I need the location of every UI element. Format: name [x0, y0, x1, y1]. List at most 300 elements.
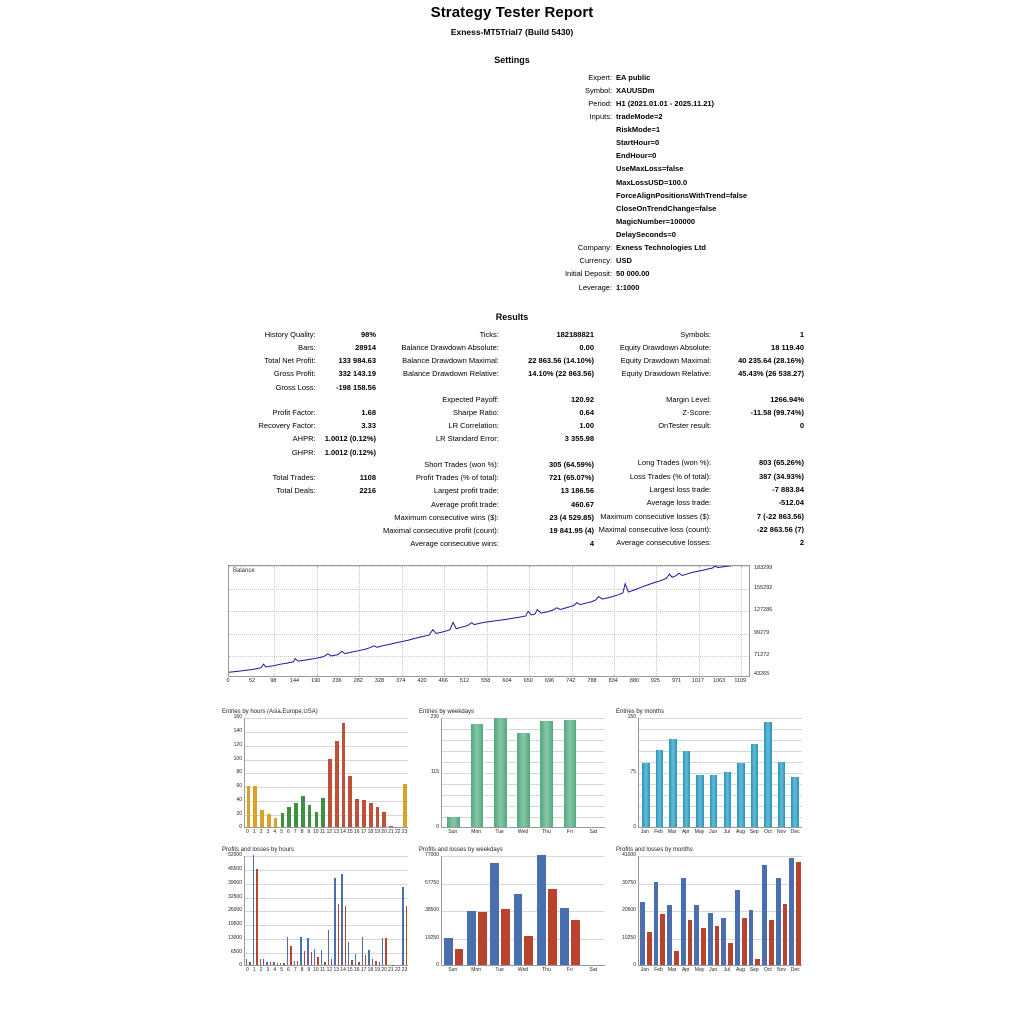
bar-slot — [707, 718, 721, 827]
bar-slot — [327, 718, 334, 827]
results-label: AHPR: — [292, 434, 316, 444]
bar-slot — [512, 718, 535, 827]
bar-profit — [355, 954, 356, 965]
bar-loss — [524, 936, 533, 965]
y-tick-label: 26000 — [228, 907, 242, 914]
bar-loss — [358, 962, 359, 965]
balance-chart-line — [229, 566, 749, 678]
balance-chart-x-axis — [228, 678, 750, 690]
plot-area — [441, 718, 605, 828]
bar-slot — [707, 856, 721, 965]
x-tick-label: Apr — [681, 967, 690, 974]
bar — [348, 776, 352, 828]
bar-profit — [560, 908, 569, 965]
settings-label: Initial Deposit: — [564, 269, 613, 279]
mini-charts-row-entries — [222, 709, 802, 841]
x-tick-label: 0 — [246, 967, 249, 974]
x-tick-label: 190 — [311, 678, 321, 685]
results-label: Maximal consecutive profit (count): — [382, 526, 499, 536]
settings-heading: Settings — [494, 55, 530, 65]
x-tick-label: 52 — [248, 678, 256, 685]
bar-profit — [300, 937, 301, 965]
bar-loss — [338, 904, 339, 965]
x-tick-label: 10 — [312, 967, 319, 974]
settings-value: USD — [616, 256, 632, 266]
x-tick-label: 650 — [523, 678, 533, 685]
results-label: Expected Payoff: — [442, 394, 499, 404]
x-tick-label: 17 — [360, 967, 367, 974]
bar-slot — [333, 856, 340, 965]
bar-slot — [313, 856, 320, 965]
bar-slot — [354, 718, 361, 827]
bar-slot — [306, 718, 313, 827]
y-tick-label: 41000 — [622, 852, 636, 859]
x-tick-label: 12 — [326, 967, 333, 974]
bar — [369, 803, 373, 828]
results-value: 23 (4 529.85) — [549, 512, 594, 522]
results-row — [376, 498, 594, 511]
y-tick-label: 38500 — [425, 907, 439, 914]
x-tick-label: 98 — [270, 678, 277, 685]
settings-value: EA public — [616, 72, 651, 82]
chart-profits-and-losses-by-hours — [222, 847, 408, 979]
bars-container — [442, 718, 605, 827]
x-tick-label: Nov — [777, 967, 786, 974]
bar-slot — [286, 718, 293, 827]
bar — [281, 813, 285, 827]
results-label: Equity Drawdown Relative: — [621, 369, 712, 379]
bar-slot — [442, 856, 465, 965]
bar-slot — [582, 718, 605, 827]
bar-slot — [293, 856, 300, 965]
bar-slot — [245, 718, 252, 827]
bar-slot — [442, 718, 465, 827]
x-tick-label: 374 — [396, 678, 406, 685]
results-value: 1 — [799, 329, 804, 339]
bar-profit — [721, 918, 726, 965]
x-tick-label: 19 — [374, 829, 381, 836]
x-tick-label: 7 — [293, 829, 297, 836]
results-row — [228, 407, 376, 420]
results-label: Equity Drawdown Absolute: — [619, 342, 712, 352]
bar-loss — [385, 938, 386, 965]
bar-loss — [783, 904, 788, 966]
settings-row — [277, 176, 747, 189]
results-heading: Results — [495, 312, 529, 323]
results-spacer — [376, 446, 594, 458]
x-tick-label: Sep — [749, 829, 759, 836]
x-tick-label: Fri — [566, 829, 573, 836]
settings-value: UseMaxLoss=false — [616, 164, 684, 174]
bar-slot — [293, 718, 300, 827]
results-row — [594, 420, 804, 433]
bar-slot — [279, 856, 286, 965]
y-tick-label: 140 — [233, 728, 242, 735]
bar — [301, 796, 305, 827]
bar-loss — [297, 961, 298, 965]
bar-slot — [347, 856, 354, 965]
bar-slot — [395, 718, 402, 827]
bar — [247, 786, 251, 827]
bar — [342, 723, 346, 828]
settings-label: Leverage: — [578, 282, 613, 292]
bar-profit — [362, 937, 363, 965]
results-label: Symbols: — [680, 329, 712, 339]
settings-row — [277, 71, 747, 84]
bar-profit — [341, 874, 342, 965]
bar-slot — [361, 856, 368, 965]
results-row — [376, 341, 594, 354]
bar-slot — [748, 718, 762, 827]
x-tick-label: Jul — [723, 829, 731, 836]
results-row — [228, 446, 376, 459]
results-value: 28914 — [355, 342, 376, 352]
bar — [294, 803, 298, 828]
x-tick-label: 6 — [287, 967, 290, 974]
chart-entries-by-hours — [222, 709, 408, 841]
x-tick-label: 6 — [287, 829, 290, 836]
bar-profit — [667, 905, 672, 965]
results-row — [228, 472, 376, 485]
settings-value: H1 (2021.01.01 - 2025.11.21) — [616, 98, 715, 108]
x-tick-label: Aug — [736, 967, 745, 974]
x-tick-label: Jan — [640, 829, 649, 836]
x-tick-label: 4 — [273, 829, 277, 836]
settings-row — [277, 255, 747, 268]
results-value: 2 — [799, 538, 804, 548]
x-tick-label: 14 — [340, 829, 346, 836]
results-value: 14.10% (22 863.56) — [528, 369, 594, 379]
results-value: 0.64 — [579, 407, 594, 417]
bar-loss — [769, 920, 774, 966]
results-label: Total Deals: — [276, 486, 316, 496]
bar-profit — [681, 878, 686, 965]
y-tick-label: 115 — [431, 769, 439, 776]
x-tick-label: Feb — [654, 829, 663, 836]
x-tick-label: Dec — [790, 967, 800, 974]
x-tick-label: Jun — [709, 829, 718, 836]
y-tick-label: 0 — [239, 824, 242, 831]
results-row — [376, 458, 594, 471]
settings-value: EndHour=0 — [616, 151, 657, 161]
y-tick-label: 77000 — [425, 852, 439, 859]
bar-slot — [374, 856, 381, 965]
x-tick-label: 880 — [629, 678, 640, 685]
y-tick-label: 230 — [430, 714, 439, 721]
bar-loss — [647, 932, 652, 966]
results-value: 1.0012 (0.12%) — [324, 434, 376, 444]
results-value: 3.33 — [361, 421, 376, 431]
bar-loss — [406, 906, 407, 965]
x-tick-label: 834 — [608, 678, 618, 685]
settings-label — [565, 229, 616, 242]
bar — [362, 800, 366, 828]
x-tick-label: 11 — [319, 829, 326, 836]
settings-label — [565, 189, 616, 202]
bar — [321, 798, 325, 827]
results-value: 18 119.40 — [771, 342, 804, 352]
x-tick-label: 420 — [417, 678, 427, 685]
y-axis-labels — [419, 714, 440, 831]
bar — [328, 759, 332, 828]
y-tick-label: 45500 — [228, 866, 242, 873]
bar-slot — [512, 856, 535, 965]
bar-slot — [788, 718, 802, 827]
y-tick-label: 20 — [236, 810, 242, 817]
y-tick-label: 32500 — [228, 893, 242, 900]
bar — [315, 812, 319, 827]
results-label: Z-Score: — [682, 407, 712, 417]
bar — [382, 812, 386, 828]
bar — [355, 799, 359, 827]
results-value: -198 158.56 — [335, 382, 376, 392]
y-tick-label: 71272 — [754, 651, 770, 658]
bar-slot — [333, 718, 340, 827]
chart-title: Entries by hours (Asia,Europe,USA) — [222, 709, 318, 716]
bar — [517, 733, 530, 827]
bar-slot — [306, 856, 313, 965]
x-tick-label: Fri — [566, 967, 573, 974]
settings-label — [565, 150, 616, 163]
bar-loss — [270, 962, 271, 965]
x-tick-label: 10 — [312, 829, 319, 836]
x-tick-label: 2 — [259, 829, 263, 836]
chart-title: Entries by weekdays — [419, 709, 475, 716]
x-axis-labels — [441, 828, 605, 838]
x-tick-label: May — [694, 967, 705, 974]
results-value: -512.04 — [778, 498, 804, 508]
bar-profit — [490, 863, 499, 965]
results-value: 1.68 — [361, 407, 376, 417]
chart-profits-and-losses-by-weekdays — [419, 847, 605, 979]
results-value: 45.43% (26 538.27) — [738, 369, 804, 379]
settings-value: 50 000.00 — [616, 269, 650, 279]
x-tick-label: 558 — [481, 678, 491, 685]
settings-row — [277, 137, 747, 150]
results-row — [594, 470, 804, 483]
bar — [791, 777, 798, 828]
results-spacer — [594, 381, 804, 393]
bar-slot — [775, 856, 789, 965]
x-tick-label: 20 — [381, 967, 387, 974]
bar — [287, 807, 291, 827]
x-tick-label: May — [694, 829, 705, 836]
y-tick-label: 155292 — [754, 584, 773, 591]
results-label: Recovery Factor: — [258, 421, 316, 431]
y-tick-label: 10250 — [622, 934, 636, 941]
results-label: Gross Loss: — [275, 382, 316, 392]
chart-title: Entries by months — [616, 709, 665, 716]
results-label: Balance Drawdown Absolute: — [401, 342, 499, 352]
bar-slot — [401, 718, 408, 827]
settings-label — [565, 215, 616, 228]
settings-row — [277, 110, 747, 123]
bar — [540, 721, 553, 827]
bar-loss — [571, 920, 580, 965]
bar-slot — [340, 856, 347, 965]
x-axis-labels — [244, 828, 408, 838]
x-tick-label: 8 — [300, 967, 304, 974]
x-tick-label: 328 — [374, 678, 385, 685]
bar-profit — [375, 961, 376, 966]
bar — [376, 807, 380, 827]
results-value: 460.67 — [571, 499, 594, 509]
x-tick-label: 512 — [459, 678, 470, 685]
x-tick-label: Mon — [471, 829, 482, 836]
results-label: Equity Drawdown Maximal: — [620, 356, 712, 366]
bars-container — [639, 856, 802, 965]
results-label: Average consecutive wins: — [410, 539, 499, 549]
results-label: Average loss trade: — [646, 498, 712, 508]
settings-row — [277, 150, 747, 163]
bar-slot — [299, 856, 306, 965]
bar — [764, 722, 771, 827]
bar-loss — [660, 914, 665, 965]
bar-slot — [465, 718, 488, 827]
results-row — [376, 407, 594, 420]
bar-loss — [728, 943, 733, 966]
y-tick-label: 0 — [436, 824, 439, 831]
bar-slot — [252, 856, 259, 965]
bars-container — [639, 718, 802, 827]
results-value: 98% — [360, 329, 376, 339]
bar-slot — [666, 856, 680, 965]
results-spacer — [376, 381, 594, 393]
bar — [494, 718, 507, 828]
bar-slot — [775, 718, 789, 827]
balance-chart-label: Balance — [233, 568, 255, 575]
y-tick-label: 0 — [633, 824, 636, 831]
bar-slot — [367, 718, 374, 827]
bar-slot — [279, 718, 286, 827]
y-tick-label: 99279 — [754, 629, 770, 636]
results-label: Gross Profit: — [273, 369, 316, 379]
results-label: Average profit trade: — [431, 499, 499, 509]
results-row — [594, 457, 804, 470]
bar-profit — [260, 959, 261, 965]
bar-slot — [320, 856, 327, 965]
bar-loss — [478, 912, 487, 965]
results-label: History Quality: — [264, 329, 316, 339]
settings-row — [277, 189, 747, 202]
results-row — [376, 420, 594, 433]
bar — [447, 817, 460, 828]
x-tick-label: 696 — [544, 678, 555, 685]
bar-slot — [388, 718, 395, 827]
x-tick-label: 1 — [252, 967, 256, 974]
results-row — [594, 393, 804, 406]
results-value: 133 984.63 — [338, 356, 376, 366]
bar — [403, 784, 407, 827]
x-tick-label: 971 — [671, 678, 682, 685]
y-tick-label: 127286 — [754, 607, 773, 614]
settings-section — [0, 71, 1024, 294]
y-tick-label: 40 — [236, 796, 242, 803]
x-tick-label: Sat — [589, 829, 598, 836]
bar — [778, 762, 785, 827]
results-row — [228, 368, 376, 381]
bar — [656, 750, 663, 828]
results-row — [594, 355, 804, 368]
results-value: 0 — [799, 421, 804, 431]
y-axis-labels — [616, 852, 637, 969]
bar-slot — [361, 718, 368, 827]
settings-value: ForceAlignPositionsWithTrend=false — [616, 190, 748, 200]
x-tick-label: Tue — [495, 967, 504, 974]
settings-label: Currency: — [579, 256, 613, 266]
settings-value: 1:1000 — [616, 282, 640, 292]
bar-profit — [749, 910, 754, 965]
strategy-tester-report-page — [0, 4, 1024, 1028]
x-tick-label: 11 — [319, 967, 326, 974]
bar-loss — [317, 957, 318, 965]
bar-loss — [304, 951, 305, 966]
results-column-1 — [228, 328, 376, 551]
x-tick-label: 22 — [394, 829, 401, 836]
y-tick-label: 160 — [233, 714, 242, 721]
bar-profit — [287, 937, 288, 966]
bar-loss — [742, 918, 747, 965]
bar-slot — [761, 718, 775, 827]
x-tick-label: Mar — [667, 829, 677, 836]
bar-loss — [455, 949, 464, 965]
results-column-3 — [594, 328, 804, 551]
settings-label: Company: — [577, 243, 613, 253]
results-row — [376, 328, 594, 341]
y-tick-label: 13000 — [228, 934, 242, 941]
bar-loss — [715, 926, 720, 965]
results-value: 182188821 — [556, 329, 594, 339]
x-tick-label: 13 — [333, 967, 340, 974]
bars-container — [442, 856, 605, 965]
bar-slot — [748, 856, 762, 965]
bar-profit — [294, 961, 295, 965]
bar-slot — [465, 856, 488, 965]
bar-profit — [762, 865, 767, 966]
plot-area — [441, 856, 605, 966]
balance-chart-y-axis — [752, 565, 796, 677]
y-tick-label: 39000 — [228, 879, 242, 886]
y-tick-label: 150 — [627, 714, 636, 721]
settings-label: Symbol: — [584, 85, 613, 95]
settings-value: RiskMode=1 — [616, 125, 661, 134]
bar-profit — [321, 950, 322, 966]
bar — [724, 772, 731, 828]
bar-profit — [694, 905, 699, 965]
y-tick-label: 100 — [233, 755, 242, 762]
y-axis-labels — [222, 852, 243, 969]
results-label: Long Trades (won %): — [637, 458, 712, 468]
results-label: Balance Drawdown Maximal: — [402, 356, 499, 366]
settings-row — [277, 124, 747, 137]
results-label: Profit Factor: — [272, 407, 316, 417]
bar-profit — [273, 962, 274, 965]
bar-loss — [365, 955, 366, 966]
bar-loss — [249, 962, 250, 965]
results-value: -7 883.84 — [772, 485, 804, 495]
results-label: Largest loss trade: — [649, 485, 712, 495]
settings-value: Exness Technologies Ltd — [616, 243, 706, 253]
results-row — [228, 328, 376, 341]
settings-value: MaxLossUSD=100.0 — [616, 177, 688, 187]
y-tick-label: 0 — [436, 962, 439, 969]
bar-slot — [666, 718, 680, 827]
bar-loss — [311, 952, 312, 966]
x-tick-label: 1109 — [734, 678, 747, 685]
results-row — [594, 328, 804, 341]
bar-loss — [501, 909, 510, 966]
x-tick-label: 7 — [293, 967, 297, 974]
